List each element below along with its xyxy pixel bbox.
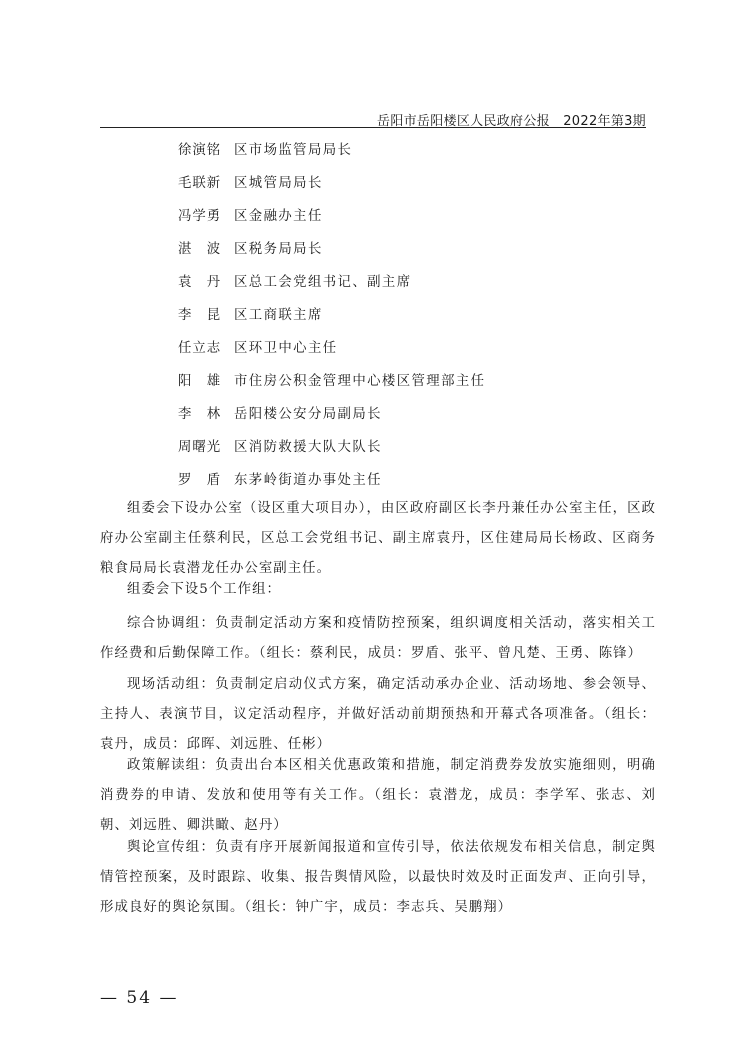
member-role: 区总工会党组书记、副主席 — [234, 275, 412, 290]
workgroups-intro: 组委会下设5个工作组： — [127, 582, 281, 597]
member-name: 冯学勇 — [178, 209, 222, 224]
member-row — [178, 436, 382, 456]
office-paragraph: 组委会下设办公室（设区重大项目办），由区政府副区长李丹兼任办公室主任，区政府办公室副主任蔡利民，区总工会党组书记、副主席袁丹，区住建局局长杨政、区商务粮食局局长袁潜龙任办公室副主任。 — [100, 501, 656, 576]
member-name: 阳 雄 — [178, 374, 222, 389]
member-role: 区城管局局长 — [234, 176, 323, 191]
member-row — [178, 337, 338, 357]
workgroup-policy: 政策解读组：负责出台本区相关优惠政策和措施，制定消费券发放实施细则，明确消费券的申请、发放和使用等有关工作。（组长：袁潜龙，成员：李学军、张志、刘朝、刘远胜、卿洪瞰、赵丹） — [100, 758, 656, 833]
member-row — [178, 304, 323, 324]
member-name: 周曙光 — [178, 440, 222, 455]
member-name: 李 昆 — [178, 308, 222, 323]
member-name: 袁 丹 — [178, 275, 222, 290]
member-name: 李 林 — [178, 407, 222, 422]
workgroup-onsite: 现场活动组：负责制定启动仪式方案，确定活动承办企业、活动场地、参会领导、主持人、表演节目，议定活动程序，并做好活动前期预热和开幕式各项准备。（组长：袁丹，成员：邱晖、刘远胜、任彬） — [100, 677, 656, 752]
workgroup-coordination: 综合协调组：负责制定活动方案和疫情防控预案，组织调度相关活动，落实相关工作经费和后勤保障工作。（组长：蔡利民，成员：罗盾、张平、曾凡楚、王勇、陈锋） — [100, 616, 656, 661]
member-name: 湛 波 — [178, 242, 222, 257]
member-role: 区金融办主任 — [234, 209, 323, 224]
member-row — [178, 172, 323, 192]
member-row — [178, 403, 382, 423]
member-role: 区市场监管局局长 — [234, 143, 353, 158]
member-role: 区工商联主席 — [234, 308, 323, 323]
member-row — [178, 370, 485, 390]
member-row — [178, 205, 323, 225]
workgroup-publicity: 舆论宣传组：负责有序开展新闻报道和宣传引导，依法依规发布相关信息，制定舆情管控预案，及时跟踪、收集、报告舆情风险，以最快时效及时正面发声、正向引导，形成良好的舆论氛围。（组长：钟广宇，成员：李志兵、吴鹏翔） — [100, 840, 656, 915]
member-row — [178, 469, 382, 489]
member-role: 区税务局局长 — [234, 242, 323, 257]
member-name: 任立志 — [178, 341, 222, 356]
member-role: 岳阳楼公安分局副局长 — [234, 407, 382, 422]
member-name: 徐演铭 — [178, 143, 222, 158]
member-row — [178, 238, 323, 258]
member-name: 毛联新 — [178, 176, 222, 191]
member-role: 区消防救援大队大队长 — [234, 440, 382, 455]
journal-header: 岳阳市岳阳楼区人民政府公报 2022年第3期 — [377, 114, 646, 129]
member-row — [178, 271, 412, 291]
member-name: 罗 盾 — [178, 473, 222, 488]
member-role: 区环卫中心主任 — [234, 341, 338, 356]
header-rule — [100, 127, 646, 128]
member-row — [178, 139, 352, 159]
member-role: 市住房公积金管理中心楼区管理部主任 — [234, 374, 486, 389]
member-role: 东茅岭街道办事处主任 — [234, 473, 382, 488]
page-number: — 54 — — [100, 988, 179, 1008]
